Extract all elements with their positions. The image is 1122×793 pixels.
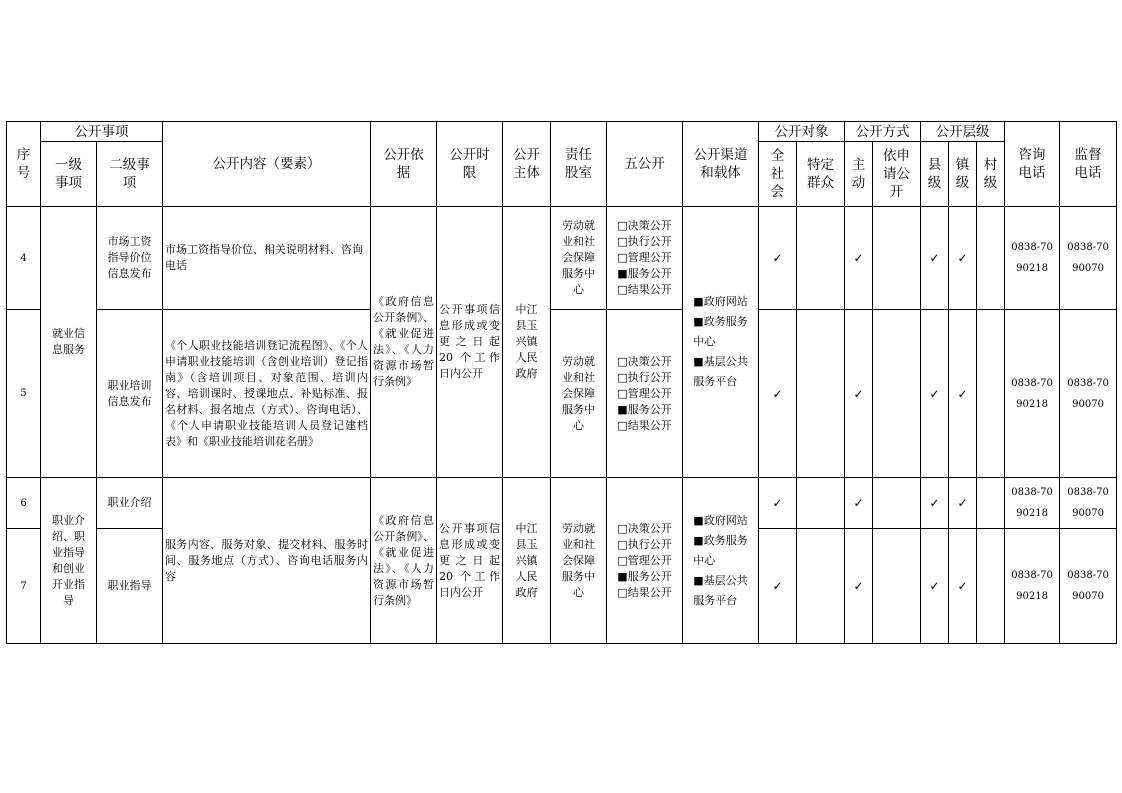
- header-target-all: 全 社 会: [759, 142, 797, 207]
- check-mark: ✓: [845, 207, 873, 310]
- time-limit-cell: 公开事项信息形成或变更之日起 20 个工作日内公开: [437, 478, 503, 644]
- empty-cell: [873, 310, 921, 478]
- header-office: 责任 股室: [551, 122, 607, 207]
- basis-cell: 《政府信息公开条例》、《就业促进法》、《人力资源市场暂行条例》: [371, 478, 437, 644]
- header-five-public: 五公开: [607, 122, 683, 207]
- level2-item: 职业指导: [97, 529, 163, 644]
- level1-item: 职业介 绍、职 业指导 和创业 开业指 导: [41, 478, 97, 644]
- five-public-list: □决策公开 □执行公开 □管理公开 ■服务公开 □结果公开: [617, 521, 672, 599]
- header-seq: 序 号: [7, 122, 41, 207]
- check-mark: ✓: [845, 310, 873, 478]
- check-mark: ✓: [949, 310, 977, 478]
- consult-phone: 0838-70 90218: [1005, 207, 1060, 310]
- supervise-phone: 0838-70 90070: [1060, 529, 1117, 644]
- table-row: [7, 207, 1117, 310]
- five-public-list: □决策公开 □执行公开 □管理公开 ■服务公开 □结果公开: [617, 219, 672, 296]
- header-level: 公开层级: [921, 122, 1005, 142]
- empty-cell: [873, 207, 921, 310]
- empty-cell: [797, 529, 845, 644]
- five-public-list: □决策公开 □执行公开 □管理公开 ■服务公开 □结果公开: [617, 354, 672, 432]
- header-time-limit: 公开时 限: [437, 122, 503, 207]
- header-target-specific: 特定 群众: [797, 142, 845, 207]
- row-number: 6: [7, 478, 41, 529]
- five-public-cell: [607, 310, 683, 478]
- header-level-town: 镇 级: [949, 142, 977, 207]
- level1-item: 就业信 息服务: [41, 207, 97, 478]
- check-mark: ✓: [845, 529, 873, 644]
- level2-item: 市场工资 指导价位 信息发布: [97, 207, 163, 310]
- empty-cell: [977, 478, 1005, 529]
- empty-cell: [797, 207, 845, 310]
- header-level-county: 县 级: [921, 142, 949, 207]
- check-mark: ✓: [921, 207, 949, 310]
- row-number: 4: [7, 207, 41, 310]
- office-cell: 劳动就 业和社 会保障 服务中 心: [551, 207, 607, 310]
- header-basis: 公开依 据: [371, 122, 437, 207]
- header-level-village: 村 级: [977, 142, 1005, 207]
- header-method-active: 主 动: [845, 142, 873, 207]
- office-cell: 劳动就 业和社 会保障 服务中 心: [551, 310, 607, 478]
- header-consult-phone: 咨询 电话: [1005, 122, 1060, 207]
- check-mark: ✓: [949, 207, 977, 310]
- supervise-phone: 0838-70 90070: [1060, 478, 1117, 529]
- header-method: 公开方式: [845, 122, 921, 142]
- channel-list: ■政府网站 ■政务服务 中心 ■基层公共 服务平台: [693, 295, 748, 388]
- check-mark: ✓: [921, 529, 949, 644]
- header-method-request: 依申 请公 开: [873, 142, 921, 207]
- check-mark: ✓: [759, 529, 797, 644]
- check-mark: ✓: [921, 478, 949, 529]
- level2-item: 职业培训 信息发布: [97, 310, 163, 478]
- five-public-cell: [607, 478, 683, 644]
- supervise-phone: 0838-70 90070: [1060, 207, 1117, 310]
- subject-cell: 中江 县玉 兴镇 人民 政府: [503, 478, 551, 644]
- empty-cell: [977, 207, 1005, 310]
- time-limit-cell: 公开事项信息形成或变更之日起 20 个工作日内公开: [437, 207, 503, 478]
- empty-cell: [977, 310, 1005, 478]
- channel-cell: [683, 207, 759, 478]
- empty-cell: [797, 478, 845, 529]
- check-mark: ✓: [759, 478, 797, 529]
- channel-cell: [683, 478, 759, 644]
- check-mark: ✓: [949, 529, 977, 644]
- subject-cell: 中江 县玉 兴镇 人民 政府: [503, 207, 551, 478]
- header-target: 公开对象: [759, 122, 845, 142]
- content-cell: 《个人职业技能培训登记流程图》、《个人申请职业技能培训（含创业培训）登记指南》（含培训项目、对象范围、培训内容、培训课时、授课地点、补贴标准、报名材料、报名地点（方式）、咨询电话）、《个人申请职业技能培训人员登记建档表》和《职业技能培训花名册》: [163, 310, 371, 478]
- content-cell: 服务内容、服务对象、提交材料、服务时间、服务地点（方式）、咨询电话服务内容: [163, 478, 371, 644]
- consult-phone: 0838-70 90218: [1005, 529, 1060, 644]
- header-supervise-phone: 监督 电话: [1060, 122, 1117, 207]
- content-cell: 市场工资指导价位、相关说明材料、咨询电话: [163, 207, 371, 310]
- empty-cell: [873, 529, 921, 644]
- row-number: 7: [7, 529, 41, 644]
- header-subject: 公开 主体: [503, 122, 551, 207]
- check-mark: ✓: [759, 207, 797, 310]
- office-cell: 劳动就 业和社 会保障 服务中 心: [551, 478, 607, 644]
- empty-cell: [977, 529, 1005, 644]
- empty-cell: [873, 478, 921, 529]
- consult-phone: 0838-70 90218: [1005, 478, 1060, 529]
- table-row: [7, 478, 1117, 529]
- consult-phone: 0838-70 90218: [1005, 310, 1060, 478]
- header-matters: 公开事项: [41, 122, 163, 142]
- header-level1: 一级 事项: [41, 142, 97, 207]
- check-mark: ✓: [759, 310, 797, 478]
- basis-cell: 《政府信息公开条例》、《就业促进法》、《人力资源市场暂行条例》: [371, 207, 437, 478]
- disclosure-table: [6, 121, 1117, 644]
- check-mark: ✓: [949, 478, 977, 529]
- row-number: 5: [7, 310, 41, 478]
- header-content: 公开内容（要素）: [163, 122, 371, 207]
- supervise-phone: 0838-70 90070: [1060, 310, 1117, 478]
- header-channel: 公开渠道 和载体: [683, 122, 759, 207]
- level2-item: 职业介绍: [97, 478, 163, 529]
- table-row: [7, 310, 1117, 478]
- check-mark: ✓: [845, 478, 873, 529]
- check-mark: ✓: [921, 310, 949, 478]
- five-public-cell: [607, 207, 683, 310]
- header-level2: 二级事 项: [97, 142, 163, 207]
- empty-cell: [797, 310, 845, 478]
- channel-list: ■政府网站 ■政务服务 中心 ■基层公共 服务平台: [693, 513, 748, 607]
